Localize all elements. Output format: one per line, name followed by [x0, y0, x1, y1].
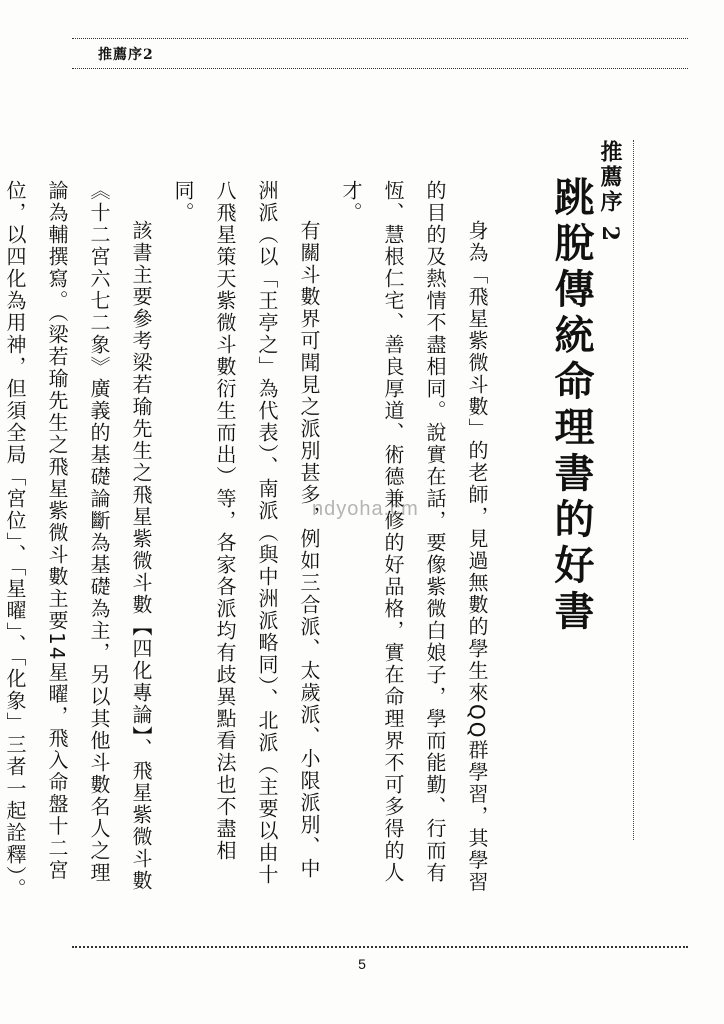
paragraph-3: 該書主要參考梁若瑜先生之飛星紫微斗數【四化專論】、飛星紫微斗數《十二宮六七二象》廣義的基礎論斷為基礎為主，另以其他斗數名人之理論為輔撰寫。（梁若瑜先生之飛星紫微斗數主要14星曜，飛入命盤十二宮位，以四化為用神，但須全局「宮位」、「星曜」、「化象」三者一起詮釋）。	[3, 180, 153, 900]
title-block	[547, 140, 626, 880]
page-title: 跳脫傳統命理書的好書	[548, 176, 595, 636]
top-dotted-rule	[72, 38, 688, 39]
paragraph-2: 有關斗數界可聞見之派別甚多，例如三合派、太歲派、小限派別、中洲派（以「王亭之」為代表）、南派（與中洲派略同）、北派（主要以由十八飛星策天紫微斗數衍生而出）等，各家各派均有歧異點看法也不盡相同。	[171, 180, 321, 886]
section-label: 推薦序 2	[597, 140, 623, 244]
running-head: 推薦序2	[98, 47, 154, 63]
title-divider	[633, 140, 634, 840]
body-text	[0, 180, 498, 900]
footer-dotted-rule	[72, 946, 688, 948]
header-dotted-rule	[72, 68, 688, 69]
paragraph-1: 身為「飛星紫微斗數」的老師，見過無數的學生來QQ群學習，其學習的目的及熱情不盡相同。說實在話，要像紫微白娘子，學而能勤、行而有恆、慧根仁宅、善良厚道、術德兼修的好品格，實在命理界不可多得的人才。	[339, 180, 489, 894]
page-number: 5	[358, 956, 366, 972]
watermark: ndyoha.cm	[312, 498, 419, 520]
